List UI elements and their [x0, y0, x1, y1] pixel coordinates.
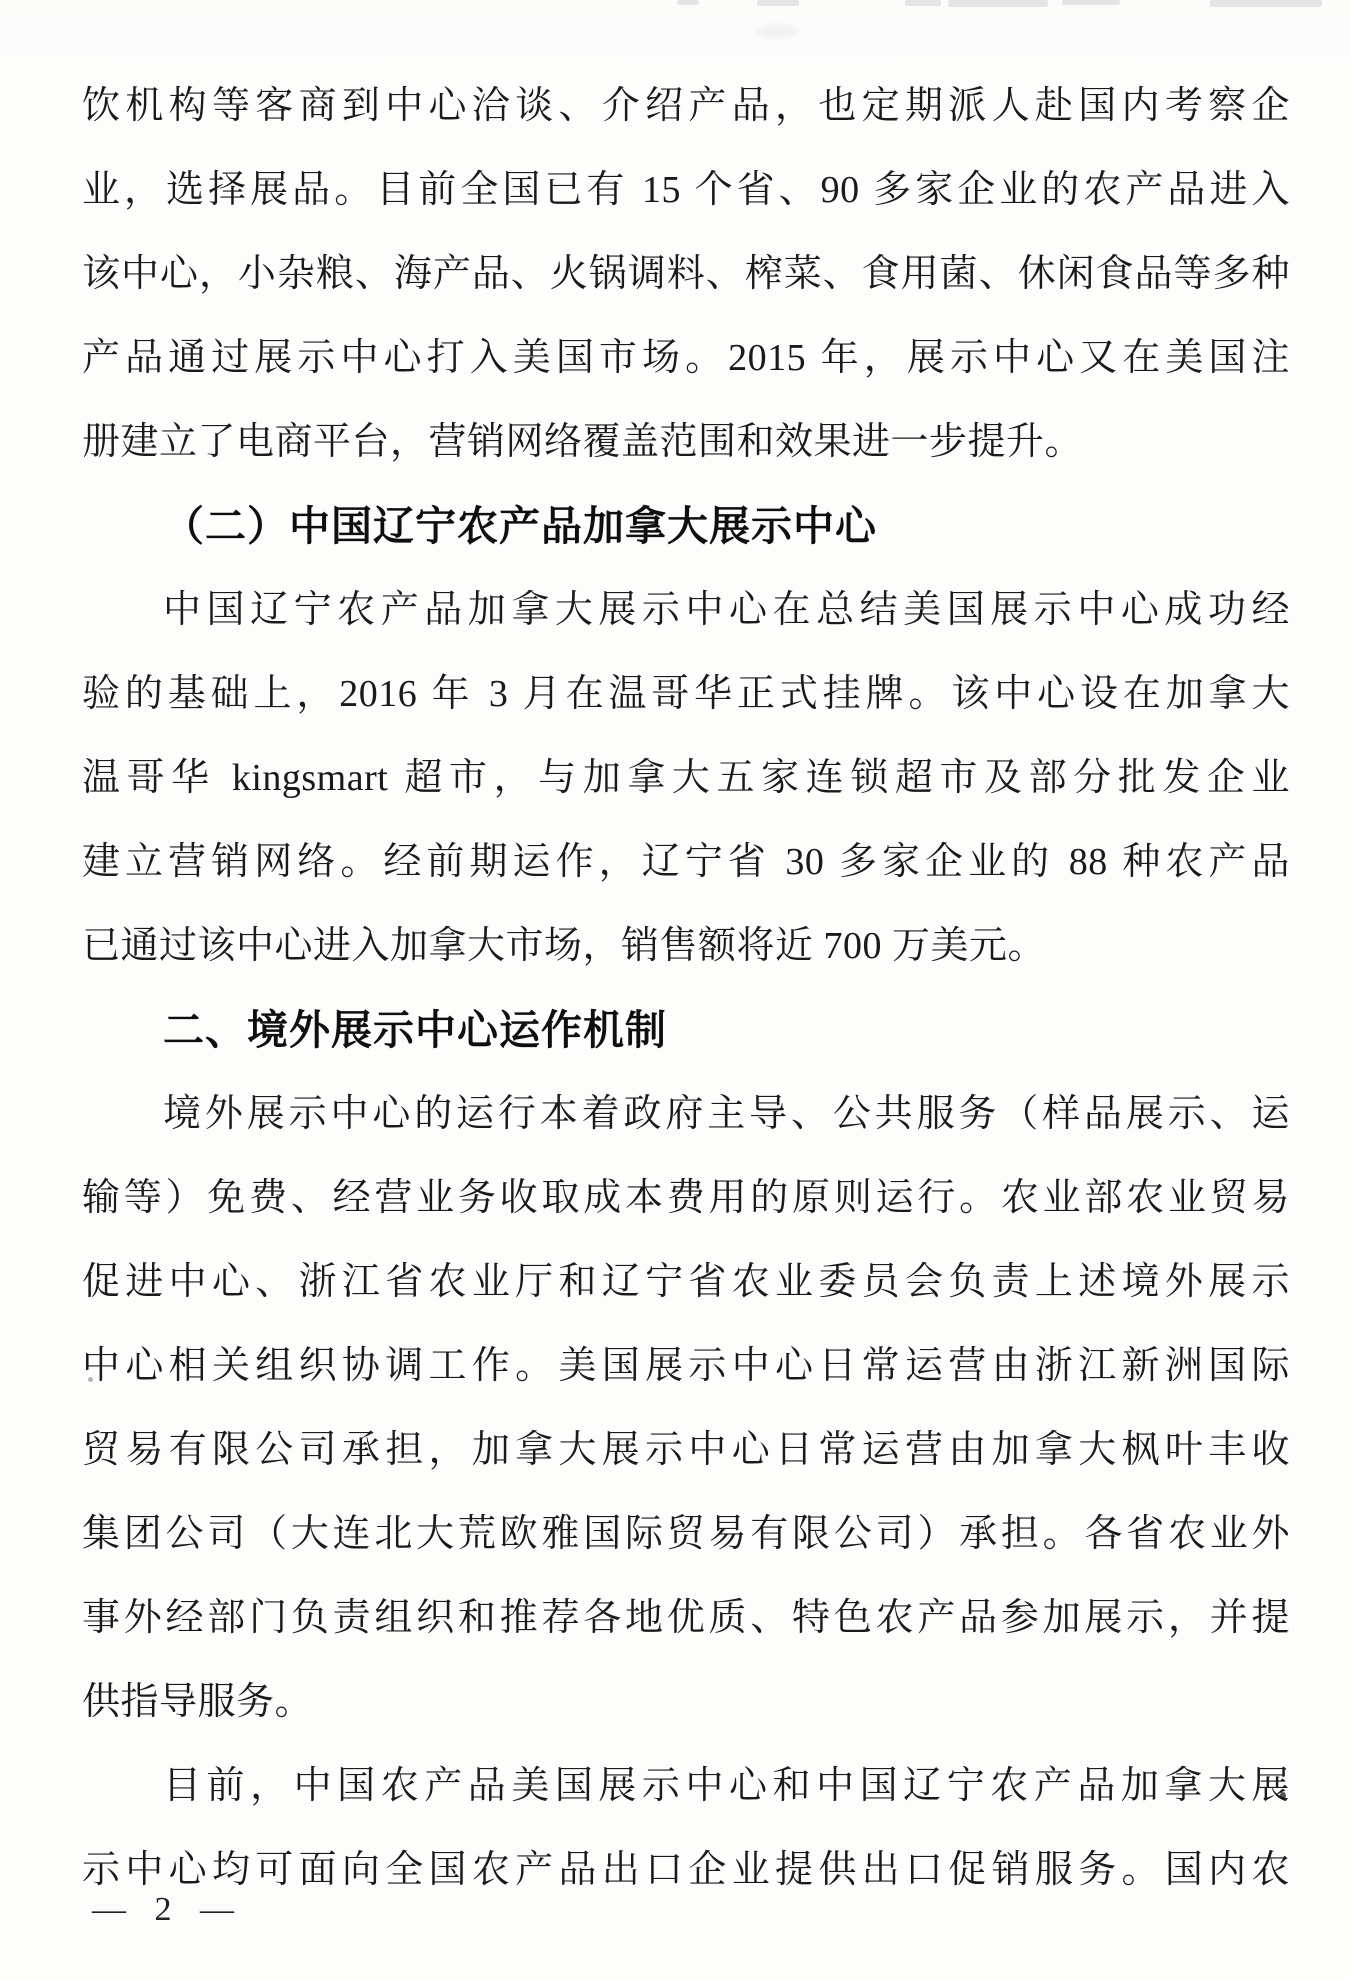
text-line: 已通过该中心进入加拿大市场，销售额将近 700 万美元。 — [82, 925, 1047, 967]
subsection-heading: （二）中国辽宁农产品加拿大展示中心 — [163, 503, 877, 549]
scan-artifact — [757, 0, 799, 6]
text-line: 促进中心、浙江省农业厅和辽宁省农业委员会负责上述境外展示 — [82, 1261, 1290, 1303]
text-line: 该中心，小杂粮、海产品、火锅调料、榨菜、食用菌、休闲食品等多种 — [82, 253, 1290, 295]
scan-artifact — [1062, 0, 1120, 5]
scan-artifact — [755, 24, 799, 39]
text-line: 供指导服务。 — [82, 1681, 314, 1723]
text-line: 目前，中国农产品美国展示中心和中国辽宁农产品加拿大展 — [163, 1765, 1290, 1807]
text-line: 饮机构等客商到中心洽谈、介绍产品，也定期派人赴国内考察企 — [82, 85, 1290, 127]
scan-artifact — [905, 0, 941, 6]
text-line: 业，选择展品。目前全国已有 15 个省、90 多家企业的农产品进入 — [82, 169, 1290, 211]
text-line: 产品通过展示中心打入美国市场。2015 年，展示中心又在美国注 — [82, 337, 1290, 379]
text-line: 集团公司（大连北大荒欧雅国际贸易有限公司）承担。各省农业外 — [82, 1513, 1290, 1555]
text-line: 温哥华 kingsmart 超市，与加拿大五家连锁超市及部分批发企业 — [82, 757, 1290, 799]
scan-artifact — [1210, 0, 1322, 7]
text-line: 境外展示中心的运行本着政府主导、公共服务（样品展示、运 — [163, 1093, 1290, 1135]
text-line: 验的基础上，2016 年 3 月在温哥华正式挂牌。该中心设在加拿大 — [82, 673, 1290, 715]
section-heading: 二、境外展示中心运作机制 — [163, 1007, 667, 1053]
text-line: 中心相关组织协调工作。美国展示中心日常运营由浙江新洲国际 — [82, 1345, 1290, 1387]
text-line: 建立营销网络。经前期运作，辽宁省 30 多家企业的 88 种农产品 — [82, 841, 1290, 883]
text-line: 中国辽宁农产品加拿大展示中心在总结美国展示中心成功经 — [163, 589, 1290, 631]
text-line: 示中心均可面向全国农产品出口企业提供出口促销服务。国内农 — [82, 1849, 1290, 1891]
page-number: — 2 — — [92, 1891, 235, 1928]
text-line: 事外经部门负责组织和推荐各地优质、特色农产品参加展示，并提 — [82, 1597, 1290, 1639]
scan-artifact — [677, 0, 699, 5]
text-line: 册建立了电商平台，营销网络覆盖范围和效果进一步提升。 — [82, 421, 1084, 463]
text-line: 输等）免费、经营业务收取成本费用的原则运行。农业部农业贸易 — [82, 1177, 1290, 1219]
document-body — [82, 64, 1290, 1912]
text-line: 贸易有限公司承担，加拿大展示中心日常运营由加拿大枫叶丰收 — [82, 1429, 1290, 1471]
scan-artifact — [948, 0, 1048, 7]
